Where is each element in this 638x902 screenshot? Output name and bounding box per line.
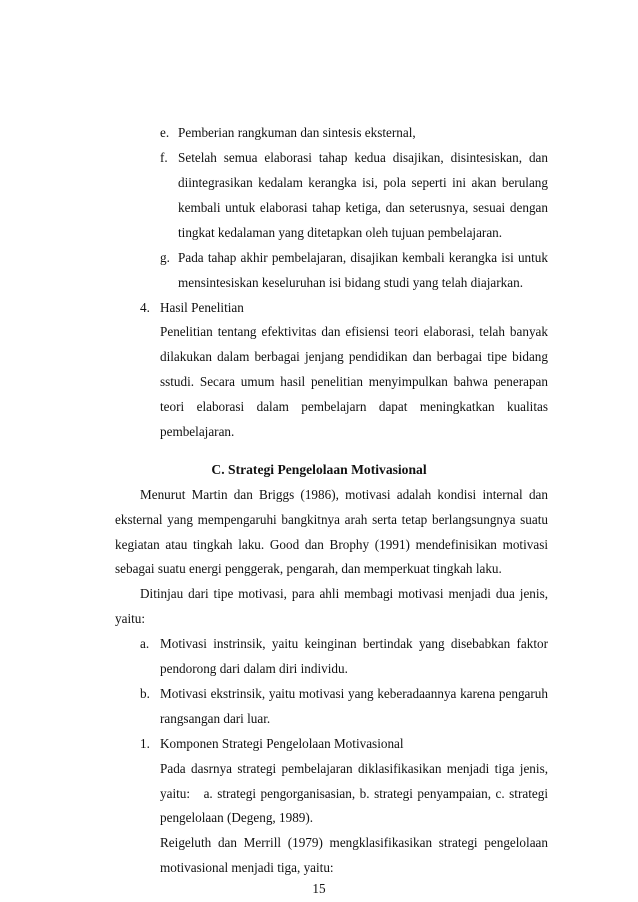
- list-item-g-line-2: mensintesiskan keseluruhan isi bidang studi yang telah diajarkan.: [178, 275, 523, 290]
- page-number: 15: [312, 881, 326, 896]
- hasil-line-3: sstudi. Secara umum hasil penelitian menyimpulkan bahwa penerapan: [160, 374, 548, 389]
- komponen-line-5: motivasional menjadi tiga, yaitu:: [160, 860, 334, 875]
- list-item-f-line-1: Setelah semua elaborasi tahap kedua disajikan, disintesiskan, dan: [178, 150, 548, 165]
- hasil-line-5: pembelajaran.: [160, 424, 235, 439]
- section-marker-1: 1.: [140, 736, 150, 751]
- para1-line-2: eksternal yang mempengaruhi bangkitnya arah serta tetap berlangsungnya suatu: [115, 512, 548, 527]
- list-item-f-line-4: tingkat kedalaman yang ditetapkan oleh tujuan pembelajaran.: [178, 225, 503, 240]
- list-marker-a: a.: [140, 636, 150, 651]
- list-item-g-line-1: Pada tahap akhir pembelajaran, disajikan kembali kerangka isi untuk: [178, 250, 548, 265]
- list-item-a-line-2: pendorong dari dalam diri individu.: [160, 661, 348, 676]
- komponen-title: Komponen Strategi Pengelolaan Motivasional: [160, 736, 404, 751]
- komponen-line-1: Pada dasrnya strategi pembelajaran diklasifikasikan menjadi tiga jenis,: [160, 761, 548, 776]
- para1-line-4: sebagai suatu energi penggerak, pengarah, dan memperkuat tingkah laku.: [115, 561, 502, 576]
- komponen-line-4: Reigeluth dan Merrill (1979) mengklasifikasikan strategi pengelolaan: [160, 835, 548, 850]
- para2-line-1: Ditinjau dari tipe motivasi, para ahli membagi motivasi menjadi dua jenis,: [140, 586, 548, 601]
- list-item-a-line-1: Motivasi instrinsik, yaitu keinginan bertindak yang disebabkan faktor: [160, 636, 548, 651]
- hasil-line-2: dilakukan dalam berbagai jenjang pendidikan dan berbagai tipe bidang: [160, 349, 548, 364]
- list-item-f-line-3: kembali untuk elaborasi tahap ketiga, dan seterusnya, sesuai dengan: [178, 200, 548, 215]
- para1-line-1: Menurut Martin dan Briggs (1986), motivasi adalah kondisi internal dan: [140, 487, 548, 502]
- hasil-line-1: Penelitian tentang efektivitas dan efisiensi teori elaborasi, telah banyak: [160, 324, 548, 339]
- para2-line-2: yaitu:: [115, 611, 146, 626]
- list-item-e-line-1: Pemberian rangkuman dan sintesis eksternal,: [178, 125, 416, 140]
- list-item-b-line-2: rangsangan dari luar.: [160, 711, 271, 726]
- section-heading: C. Strategi Pengelolaan Motivasional: [211, 462, 427, 477]
- list-item-b-line-1: Motivasi ekstrinsik, yaitu motivasi yang keberadaannya karena pengaruh: [160, 686, 548, 701]
- section-marker-4: 4.: [140, 300, 150, 315]
- komponen-line-2: yaitu: a. strategi pengorganisasian, b. strategi penyampaian, c. strategi: [160, 786, 548, 801]
- list-marker-g: g.: [160, 250, 170, 265]
- list-item-f-line-2: diintegrasikan kedalam kerangka isi, pola seperti ini akan berulang: [178, 175, 548, 190]
- list-marker-f: f.: [160, 150, 168, 165]
- hasil-line-4: teori elaborasi dalam pembelajarn dapat meningkatkan kualitas: [160, 399, 548, 414]
- list-marker-e: e.: [160, 125, 170, 140]
- list-marker-b: b.: [140, 686, 150, 701]
- para1-line-3: kegiatan atau tingkah laku. Good dan Brophy (1991) mendefinisikan motivasi: [115, 537, 548, 552]
- komponen-line-3: pengelolaan (Degeng, 1989).: [160, 810, 314, 825]
- hasil-title: Hasil Penelitian: [160, 300, 244, 315]
